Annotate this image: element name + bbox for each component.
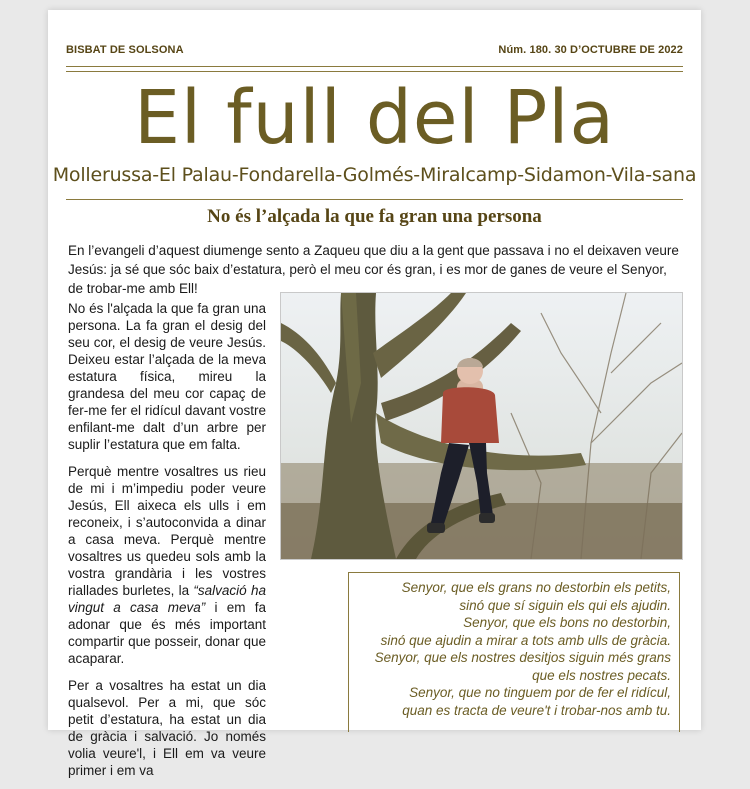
newsletter-page [48, 10, 701, 778]
prayer-line: Senyor, que els grans no destorbin els petits, [401, 580, 671, 595]
article-intro: En l’evangeli d’aquest diumenge sento a Zaqueu que diu a la gent que passava i no el deixaven veure Jesús: ja sé que sóc baix d’estatura, però el meu cor és gran, i es mor de ganes de veure el Senyor, de trobar-me amb Ell! [68, 243, 679, 296]
header-rule [66, 66, 683, 72]
prayer-line: Senyor, que no tinguem por de fer el ridícul, [409, 685, 671, 700]
diocese-label: BISBAT DE SOLSONA [66, 44, 184, 56]
towns-subtitle: Mollerussa-El Palau-Fondarella-Golmés-Miralcamp-Sidamon-Vila-sana [52, 164, 697, 186]
prayer-line: quan es tracta de veure't i trobar-nos amb tu. [402, 702, 671, 718]
article-headline: No és l’alçada la que fa gran una persona [207, 206, 542, 227]
paragraph-2-text: Perquè mentre vosaltres us rieu de mi i m’impediu poder veure Jesús, Ell aixeca els ulls i em reconeix, i s’autoconvida a dinar a casa meva. Perquè mentre vosaltres us quedeu sols amb la vostra grandària i les vostres riallades burletes, la [68, 464, 266, 598]
tree-photo [280, 292, 683, 560]
section-rule [66, 199, 683, 200]
top-bar [66, 44, 683, 56]
paragraph-2-end: i em fa adonar que és més important compartir que posseir, donar que acaparar. [68, 600, 267, 666]
paragraph-2 [68, 463, 266, 667]
prayer-box [348, 572, 680, 732]
prayer-line: sinó que sí siguin els qui els ajudin. [459, 597, 671, 613]
paragraph-2-quote: “salvació ha vingut a casa meva” [68, 583, 266, 615]
prayer-line: que els nostres pecats. [532, 667, 671, 683]
prayer-line: Senyor, que els bons no destorbin, [463, 615, 671, 630]
issue-label: Núm. 180. 30 D’OCTUBRE DE 2022 [498, 44, 683, 56]
masthead-title: El full del Pla [134, 75, 615, 161]
paragraph-1: No és l'alçada la que fa gran una persona. La fa gran el desig del seu cor, el desig de veure Jesús. Deixeu estar l’alçada de la meva estatura física, mireu la grandesa del meu cor capaç de fer-me fer el ridícul davant vostre enfilant-me dalt d’un arbre per suplir l’estatura que em falta. [68, 301, 266, 452]
prayer-line: sinó que ajudin a mirar a tots amb ulls de gràcia. [380, 632, 671, 648]
prayer-line: Senyor, que els nostres desitjos siguin més grans [374, 650, 671, 665]
photo-illustration [281, 293, 682, 559]
article-body [68, 300, 266, 789]
paragraph-3: Per a vosaltres ha estat un dia qualsevol. Per a mi, que sóc petit d’estatura, ha estat un dia de gràcia i salvació. Jo només volia veure'l, i Ell em va veure primer i em va [68, 678, 266, 778]
